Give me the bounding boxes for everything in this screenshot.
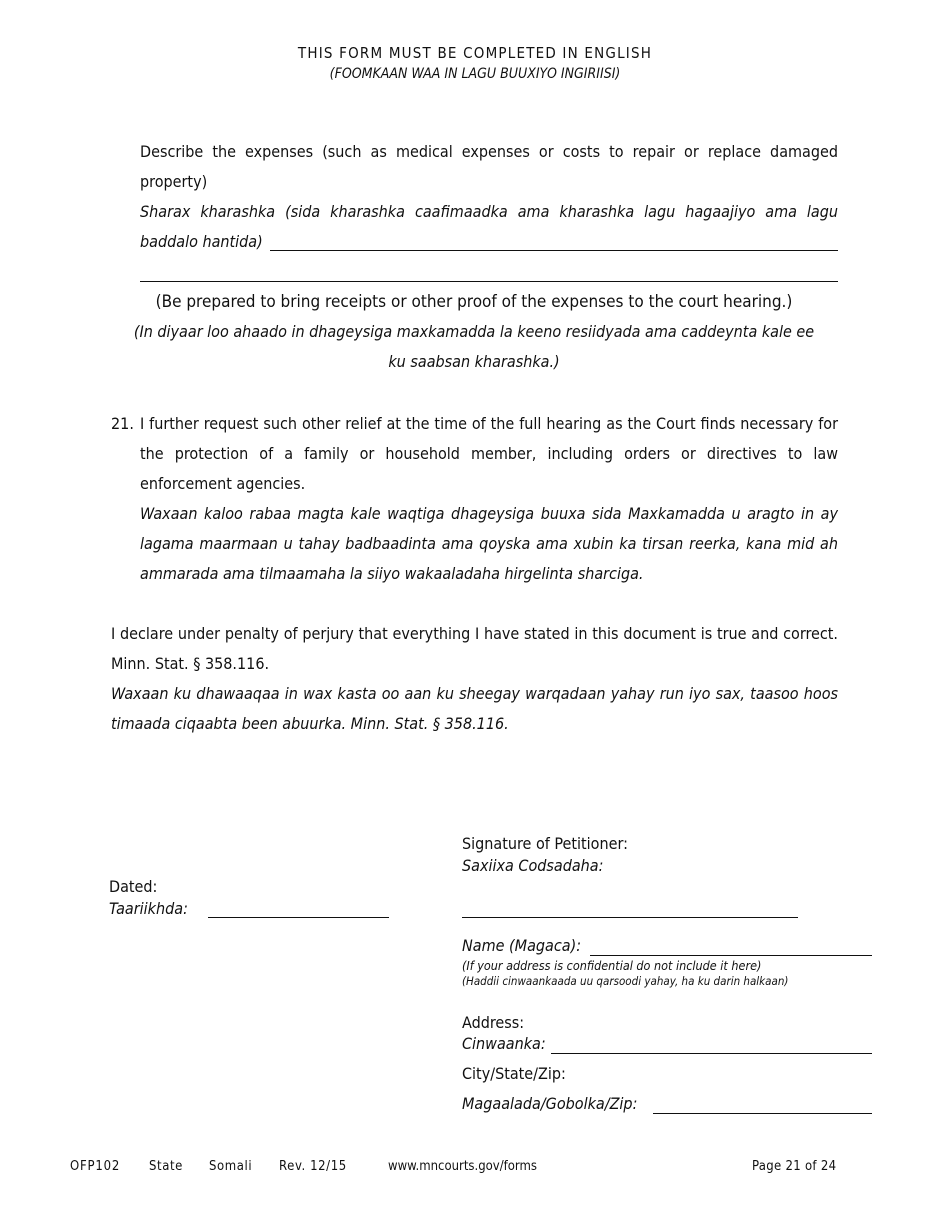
form-language-notice: THIS FORM MUST BE COMPLETED IN ENGLISH [297, 44, 653, 62]
item21-so-line3: ammarada ama tilmaamaha la siiyo wakaaladaha hirgelinta sharciga. [140, 564, 644, 583]
city-state-zip-field[interactable] [653, 1113, 872, 1114]
footer-form-id: OFP102 [70, 1159, 121, 1174]
signature-label: Signature of Petitioner: [462, 834, 628, 853]
prepared-note-en: (Be prepared to bring receipts or other proof of the expenses to the court hearing.) [155, 292, 793, 312]
declaration-so-line1: Waxaan ku dhawaaqaa in wax kasta oo aan ku sheegay warqadaan yahay run iyo sax, taasoo hoos [111, 684, 838, 703]
item21-so-line1: Waxaan kaloo rabaa magta kale waqtiga dhageysiga buuxa sida Maxkamadda u aragto in ay [140, 504, 838, 523]
address-label-somali: Cinwaanka: [462, 1034, 546, 1053]
address-label: Address: [462, 1013, 525, 1032]
name-confidential-note-somali: (Haddii cinwaankaada uu qarsoodi yahay, ha ku darin halkaan) [462, 974, 789, 988]
date-field[interactable] [208, 917, 389, 918]
address-field[interactable] [551, 1053, 872, 1054]
prepared-note-so-line2: ku saabsan kharashka.) [388, 352, 560, 371]
footer-revision: Rev. 12/15 [279, 1159, 347, 1174]
item21-so-line2: lagama maarmaan u tahay badbaadinta ama qoyska ama xubin ka tirsan reerka, kana mid ah [140, 534, 838, 553]
city-state-zip-label-somali: Magaalada/Gobolka/Zip: [462, 1094, 638, 1113]
footer-page-number: Page 21 of 24 [752, 1159, 837, 1174]
form-language-notice-somali: (FOOMKAAN WAA IN LAGU BUUXIYO INGIRIISI) [329, 66, 621, 82]
dated-label-somali: Taariikhda: [109, 899, 188, 918]
signature-field[interactable] [462, 917, 798, 918]
item-number: 21. [111, 414, 134, 433]
expenses-prompt-so-line2: baddalo hantida) [140, 232, 263, 251]
item21-en-line1: I further request such other relief at the time of the full hearing as the Court finds necessary for [140, 414, 838, 433]
item21-en-line2: the protection of a family or household member, including orders or directives to law [140, 444, 838, 463]
expenses-field-line-1[interactable] [270, 250, 838, 251]
signature-label-somali: Saxiixa Codsadaha: [462, 856, 604, 875]
footer-state: State [149, 1159, 183, 1174]
name-label: Name (Magaca): [462, 936, 582, 955]
footer-language: Somali [209, 1159, 253, 1174]
item21-en-line3: enforcement agencies. [140, 474, 306, 493]
dated-label: Dated: [109, 877, 158, 896]
declaration-en-line2: Minn. Stat. § 358.116. [111, 654, 270, 673]
prepared-note-so-line1: (In diyaar loo ahaado in dhageysiga maxkamadda la keeno resiidyada ama caddeynta kale ee [133, 322, 815, 341]
declaration-so-line2: timaada ciqaabta been abuurka. Minn. Stat. § 358.116. [111, 714, 509, 733]
declaration-en-line1: I declare under penalty of perjury that everything I have stated in this document is true and correct. [111, 624, 838, 643]
expenses-field-line-2[interactable] [140, 281, 838, 282]
footer-url[interactable]: www.mncourts.gov/forms [388, 1159, 537, 1174]
name-field[interactable] [590, 955, 872, 956]
name-confidential-note: (If your address is confidential do not include it here) [462, 958, 762, 973]
expenses-prompt-en-line1: Describe the expenses (such as medical expenses or costs to repair or replace damaged [140, 142, 838, 161]
city-state-zip-label: City/State/Zip: [462, 1064, 566, 1083]
expenses-prompt-en-line2: property) [140, 172, 208, 191]
expenses-prompt-so-line1: Sharax kharashka (sida kharashka caafimaadka ama kharashka lagu hagaajiyo ama lagu [140, 202, 838, 221]
